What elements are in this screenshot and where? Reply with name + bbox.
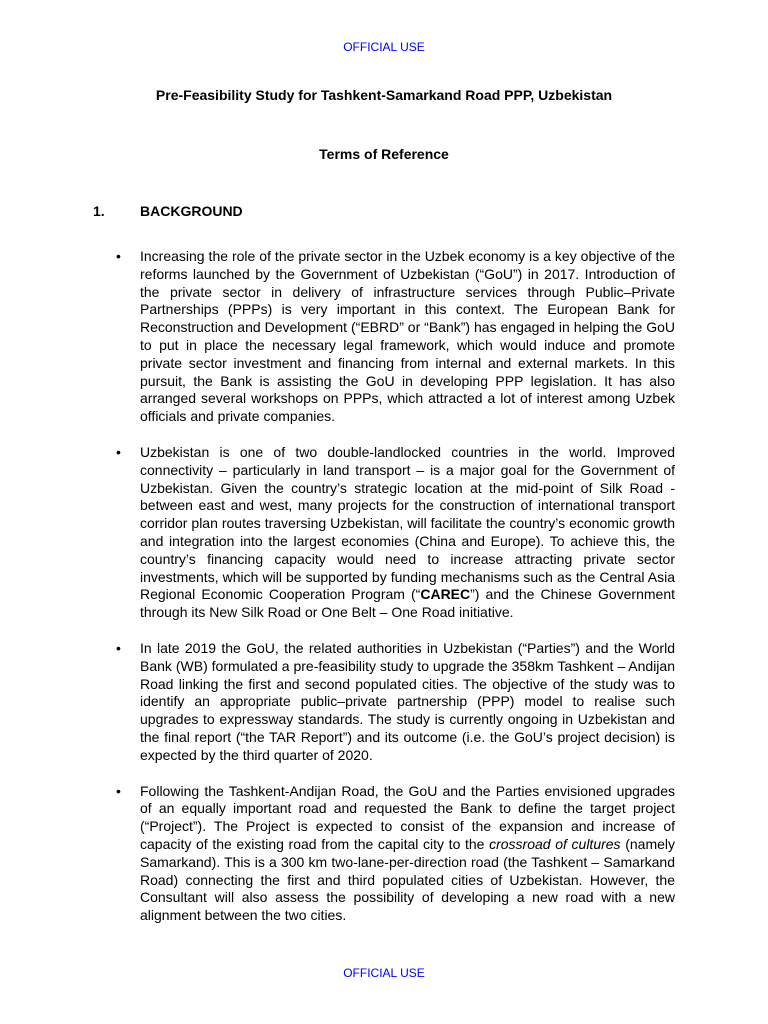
document-title: Pre-Feasibility Study for Tashkent-Samarkand Road PPP, Uzbekistan xyxy=(155,87,613,103)
italic-phrase: crossroad of cultures xyxy=(489,835,621,852)
bullet-paragraph xyxy=(140,640,675,765)
bullet-paragraph xyxy=(140,248,675,426)
bullet-text: In late 2019 the GoU, the related authorities in Uzbekistan (“Parties”) and the World Bank (WB) formulated a pre-feasibility study to upgrade the 358km Tashkent – Andijan Road linking the first and second populated cities. The objective of the study was to identify an appropriate public–private partnership (PPP) model to realise such upgrades to expressway standards. The study is currently ongoing in Uzbekistan and the final report (“the TAR Report”) and its outcome (i.e. the GoU’s project decision) is expected by the third quarter of 2020. xyxy=(140,639,675,763)
bullet-text-continued: (namely Samarkand). This is a 300 km two-lane-per-direction road (the Tashkent – Samarkand Road) connecting the first and third populated cities of Uzbekistan. However, the Consultant will also assess the possibility of developing a new road with a new alignment between the two cities. xyxy=(140,835,675,924)
footer-classification: OFFICIAL USE xyxy=(343,966,425,980)
bullet-text: Following the Tashkent-Andijan Road, the GoU and the Parties envisioned upgrades of an equally important road and requested the Bank to define the target project (“Project”). The Project is expected to consist of the expansion and increase of capacity of the existing road from the capital city to the xyxy=(140,782,675,852)
section-number: 1. xyxy=(93,203,105,219)
section-heading xyxy=(93,203,243,219)
bullet-text: Increasing the role of the private sector in the Uzbek economy is a key objective of the reforms launched by the Government of Uzbekistan (“GoU”) in 2017. Introduction of the private sector in delivery of infrastructure services through Public–Private Partnerships (PPPs) is very important in this context. The European Bank for Reconstruction and Development (“EBRD” or “Bank”) has engaged in helping the GoU to put in place the necessary legal framework, which would induce and promote private sector investment and financing from internal and external markets. In this pursuit, the Bank is assisting the GoU in developing PPP legislation. It has also arranged several workshops on PPPs, which attracted a lot of interest among Uzbek officials and private companies. xyxy=(140,248,675,425)
carec-acronym: CAREC xyxy=(420,586,471,603)
document-subtitle: Terms of Reference xyxy=(319,146,449,162)
bullet-paragraph xyxy=(140,444,675,622)
background-bullet-list xyxy=(140,248,675,943)
header-classification: OFFICIAL USE xyxy=(343,40,425,54)
bullet-text: Uzbekistan is one of two double-landlocked countries in the world. Improved connectivity – particularly in land transport – is a major goal for the Government of Uzbekistan. Given the country’s strategic location at the mid-point of Silk Road - between east and west, many projects for the construction of international transport corridor plan routes traversing Uzbekistan, will facilitate the country’s economic growth and integration into the largest economies (China and Europe). To achieve this, the country’s financing capacity would need to increase attracting private sector investments, which will be supported by funding mechanisms such as the Central Asia Regional Economic Cooperation Program (“ xyxy=(140,443,675,603)
bullet-paragraph xyxy=(140,783,675,925)
section-title: BACKGROUND xyxy=(140,203,243,219)
bullet-text-continued: ”) and the Chinese Government through its New Silk Road or One Belt – One Road initiative. xyxy=(140,586,675,621)
